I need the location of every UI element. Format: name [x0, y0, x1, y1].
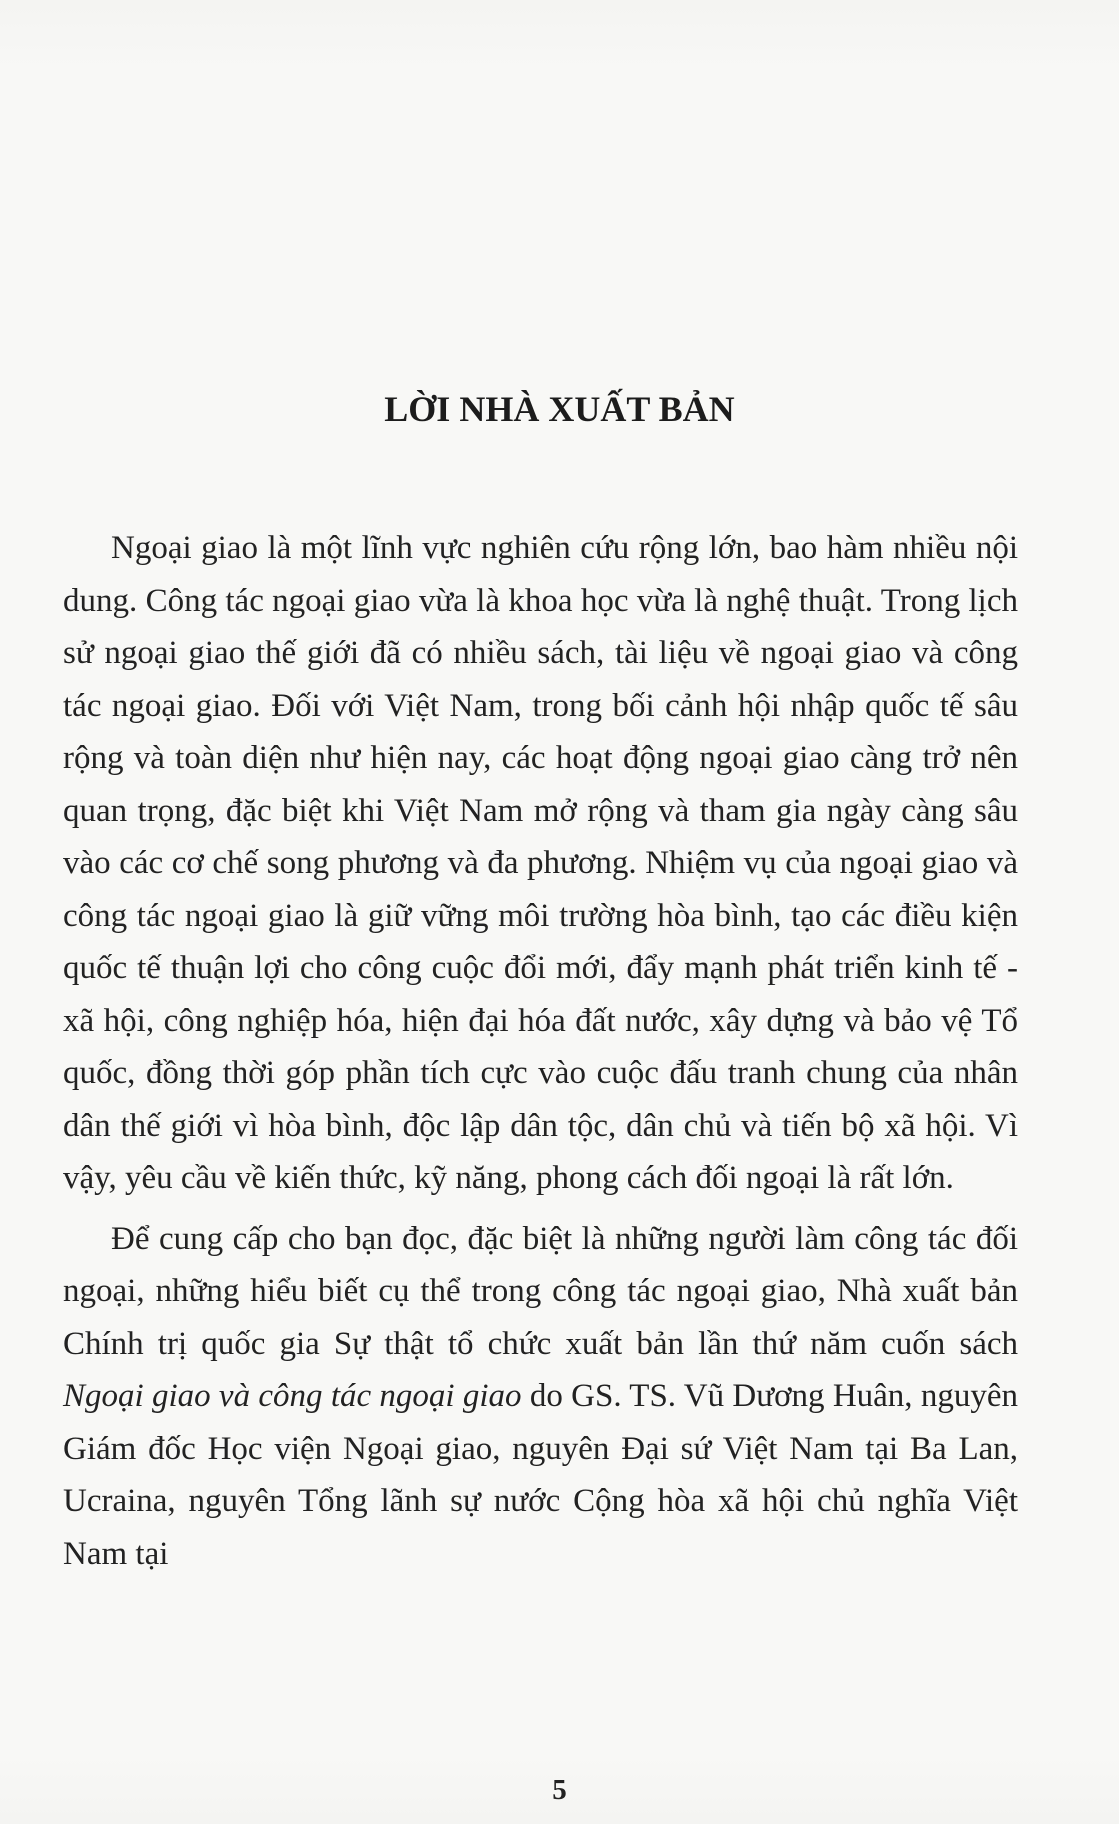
paragraph-1: Ngoại giao là một lĩnh vực nghiên cứu rộng lớn, bao hàm nhiều nội dung. Công tác ngoại giao vừa là khoa học vừa là nghệ thuật. Trong lịch sử ngoại giao thế giới đã có nhiều sách, tài liệu về ngoại giao và công tác ngoại giao. Đối với Việt Nam, trong bối cảnh hội nhập quốc tế sâu rộng và toàn diện như hiện nay, các hoạt động ngoại giao càng trở nên quan trọng, đặc biệt khi Việt Nam mở rộng và tham gia ngày càng sâu vào các cơ chế song phương và đa phương. Nhiệm vụ của ngoại giao và công tác ngoại giao là giữ vững môi trường hòa bình, tạo các điều kiện quốc tế thuận lợi cho công cuộc đổi mới, đẩy mạnh phát triển kinh tế - xã hội, công nghiệp hóa, hiện đại hóa đất nước, xây dựng và bảo vệ Tổ quốc, đồng thời góp phần tích cực vào cuộc đấu tranh chung của nhân dân thế giới vì hòa bình, độc lập dân tộc, dân chủ và tiến bộ xã hội. Vì vậy, yêu cầu về kiến thức, kỹ năng, phong cách đối ngoại là rất lớn. [63, 530, 1018, 1196]
body-text [63, 522, 1018, 1580]
page-title: LỜI NHÀ XUẤT BẢN [384, 389, 735, 429]
page-number: 5 [552, 1774, 567, 1806]
paragraph-2-before: Để cung cấp cho bạn đọc, đặc biệt là những người làm công tác đối ngoại, những hiểu biết cụ thể trong công tác ngoại giao, Nhà xuất bản Chính trị quốc gia Sự thật tổ chức xuất bản lần thứ năm cuốn sách [63, 1220, 1018, 1362]
book-title: Ngoại giao và công tác ngoại giao [63, 1378, 522, 1414]
paragraph-2-after: do GS. TS. Vũ Dương Huân, nguyên Giám đốc Học viện Ngoại giao, nguyên Đại sứ Việt Nam tại Ba Lan, Ucraina, nguyên Tổng lãnh sự nước Cộng hòa xã hội chủ nghĩa Việt Nam tại [63, 1378, 1018, 1572]
paragraph-2 [63, 1213, 1018, 1581]
bleed-through-texture [60, 140, 1020, 511]
